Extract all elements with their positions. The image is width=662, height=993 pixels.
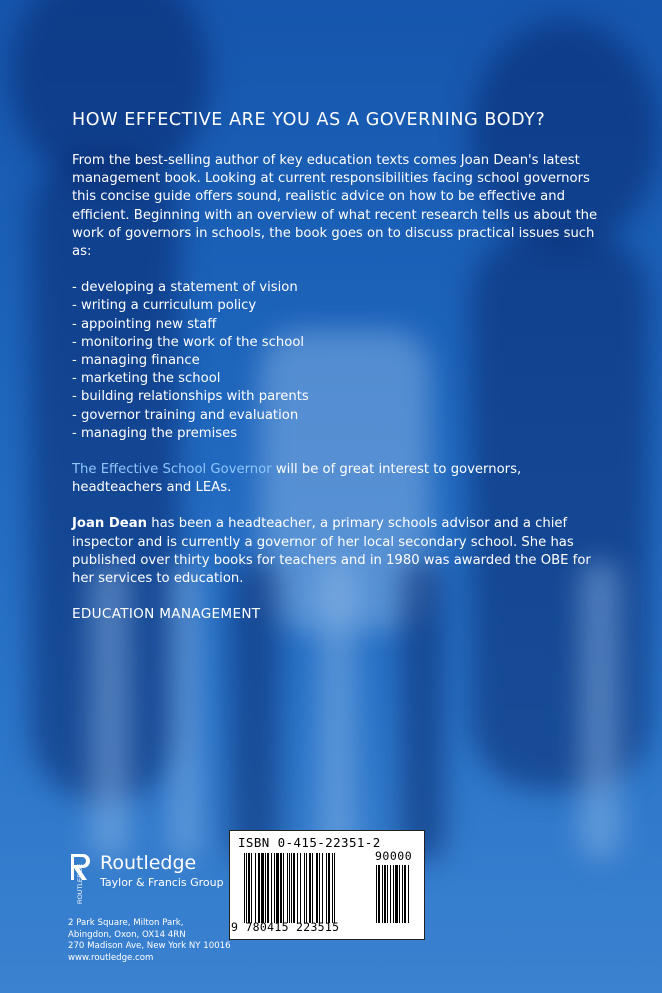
barcode-bar [251,853,252,923]
address-line: 2 Park Square, Milton Park, [68,918,184,928]
price-code: 90000 [375,849,413,863]
list-item: - marketing the school [72,371,221,387]
barcode-bar [289,853,290,923]
publisher-group: Taylor & Francis Group [100,876,224,889]
barcode-bar [306,853,307,923]
barcode-bar [293,853,295,923]
list-item: - managing the premises [72,425,238,441]
topic-list [72,279,612,443]
barcode-bar [244,853,245,923]
list-item: - appointing new staff [72,316,217,332]
barcode-bar [271,853,272,923]
barcode-bar [390,865,391,923]
barcode [229,830,425,940]
barcode-bar [399,865,400,923]
barcode-bar [334,853,335,923]
publisher-name-block [100,852,224,890]
book-title: The Effective School Governor [72,462,272,478]
category-label: EDUCATION MANAGEMENT [72,606,261,623]
cover-heading: HOW EFFECTIVE ARE YOU AS A GOVERNING BODY? [72,110,546,130]
barcode-bar [248,853,250,923]
barcode-bar [393,865,394,923]
interest-paragraph [72,461,612,497]
barcode-bar [265,853,266,923]
barcode-bar [402,865,403,923]
barcode-bar [297,853,298,923]
barcode-bar [387,865,388,923]
barcode-bar [326,853,327,923]
author-bio: has been a headteacher, a primary schools advisor and a chief inspector and is currently a governor of her local secondary school. She has published over thirty books for teachers and in 1980 was awarded the OBE for her services to education. [72,516,591,587]
ean-text: 9 780415 223515 [231,920,340,934]
blurb [72,110,612,622]
barcode-bar [376,865,377,923]
publisher-address [68,918,231,964]
barcode-bar [280,853,282,923]
list-item: - monitoring the work of the school [72,334,305,350]
barcode-bar [309,853,311,923]
barcode-bar [274,853,275,923]
barcode-bar [322,853,323,923]
barcode-bar [276,853,279,923]
barcode-bar [287,853,288,923]
barcode-bar [283,853,284,923]
barcode-bar [395,865,398,923]
barcode-bar [319,853,320,923]
barcode-bar [384,865,386,923]
address-line: Abingdon, Oxon, OX14 4RN [68,929,186,940]
author-paragraph [72,515,612,588]
list-item: - writing a curriculum policy [72,298,257,314]
author-name: Joan Dean [72,516,148,532]
barcode-bar [246,853,247,923]
barcode-bar [408,865,409,923]
barcode-bar [328,853,330,923]
barcode-bar [255,853,256,923]
list-item: - building relationships with parents [72,389,309,405]
barcode-bar [291,853,292,923]
interest-text: will be of great interest to governors, headteachers and LEAs. [72,462,522,496]
list-item: - developing a statement of vision [72,280,298,296]
list-item: - managing finance [72,353,200,369]
barcode-bar [300,853,301,923]
publisher-logo [68,852,231,906]
logo-vertical-text: ROUTLEDGE [77,863,84,904]
barcode-bar [261,853,264,923]
barcode-bar [404,865,406,923]
website: www.routledge.com [68,952,154,963]
publisher-block [68,852,231,964]
barcode-bar [378,865,380,923]
barcode-addon-bars [376,865,420,923]
barcode-bar [312,853,313,923]
barcode-bar [258,853,260,923]
barcode-bar [304,853,305,923]
barcode-bar [382,865,383,923]
address-line: 270 Madison Ave, New York NY 10016 [68,941,231,951]
isbn-text: ISBN 0-415-22351-2 [238,835,381,850]
list-item: - governor training and evaluation [72,407,299,423]
publisher-name: Routledge [100,852,197,874]
barcode-bar [267,853,269,923]
barcode-bar [316,853,318,923]
intro-paragraph: From the best-selling author of key education texts comes Joan Dean's latest management book. Looking at current responsibilities facing school governors this concise guide offers sound, realistic advice on how to be effective and efficient. Beginning with an overview of what recent research tells us about the work of governors in schools, the book goes on to discuss practical issues such as: [72,153,598,260]
barcode-bar [332,853,333,923]
routledge-logo-icon [68,852,92,906]
barcode-bars [244,853,371,923]
